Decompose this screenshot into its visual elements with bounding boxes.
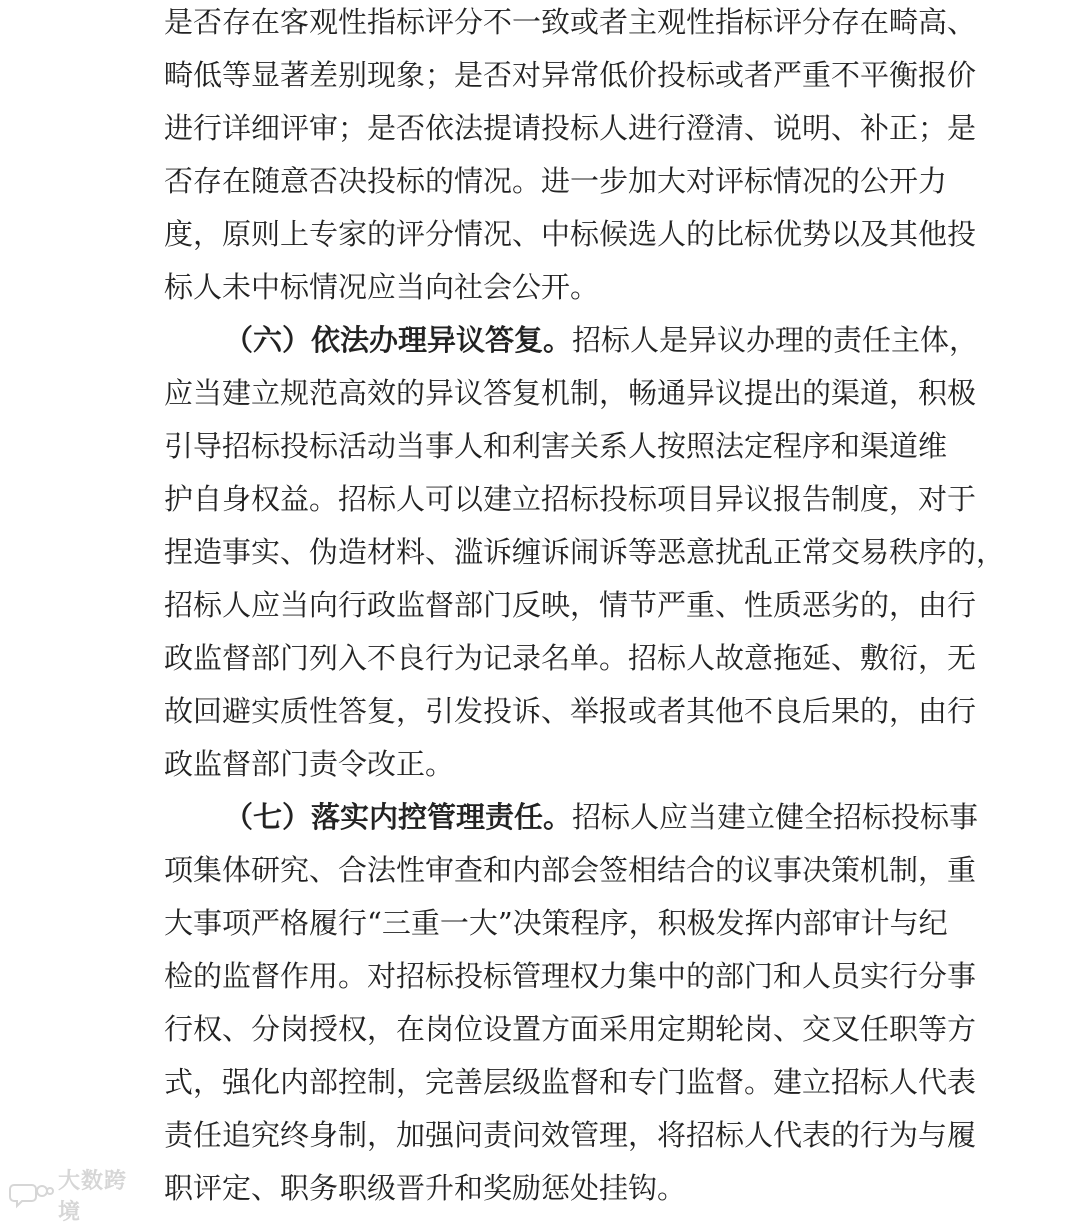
text-line: 式，强化内部控制，完善层级监督和专门监督。建立招标人代表 (164, 1065, 977, 1099)
section-7-first-line-text: 招标人应当建立健全招标投标事 (572, 800, 979, 834)
text-line: 应当建立规范高效的异议答复机制，畅通异议提出的渠道，积极 (164, 376, 977, 410)
text-line: 捏造事实、伪造材料、滥诉缠诉闹诉等恶意扰乱正常交易秩序的， (164, 535, 1006, 569)
watermark-text: 大数跨境 (58, 1169, 128, 1225)
section-7-heading: （七）落实内控管理责任。 (224, 800, 573, 834)
text-line: 行权、分岗授权，在岗位设置方面采用定期轮岗、交叉任职等方 (164, 1012, 977, 1046)
text-line: 是否存在客观性指标评分不一致或者主观性指标评分存在畸高、 (164, 5, 977, 39)
text-line: 检的监督作用。对招标投标管理权力集中的部门和人员实行分事 (164, 959, 977, 993)
text-line: 畸低等显著差别现象；是否对异常低价投标或者严重不平衡报价 (164, 58, 977, 92)
section-7-first-line (224, 797, 979, 837)
document-page (164, 0, 1006, 1218)
watermark (10, 1169, 145, 1225)
text-line: 职评定、职务职级晋升和奖励惩处挂钩。 (164, 1171, 687, 1205)
text-line: 大事项严格履行“三重一大”决策程序，积极发挥内部审计与纪 (164, 906, 948, 940)
text-line: 故回避实质性答复，引发投诉、举报或者其他不良后果的，由行 (164, 694, 977, 728)
text-line: 引导招标投标活动当事人和利害关系人按照法定程序和渠道维 (164, 429, 948, 463)
text-line: 进行详细评审；是否依法提请投标人进行澄清、说明、补正；是 (164, 111, 977, 145)
text-line: 政监督部门责令改正。 (164, 747, 455, 781)
text-line: 政监督部门列入不良行为记录名单。招标人故意拖延、敷衍，无 (164, 641, 977, 675)
chat-bubble-logo-icon (10, 1181, 54, 1209)
section-6-heading: （六）依法办理异议答复。 (224, 323, 573, 357)
section-6-first-line-text: 招标人是异议办理的责任主体， (572, 323, 979, 357)
text-line: 护自身权益。招标人可以建立招标投标项目异议报告制度，对于 (164, 482, 977, 516)
text-line: 招标人应当向行政监督部门反映，情节严重、性质恶劣的，由行 (164, 588, 977, 622)
text-line: 标人未中标情况应当向社会公开。 (164, 270, 600, 304)
text-line: 责任追究终身制，加强问责问效管理，将招标人代表的行为与履 (164, 1118, 977, 1152)
section-6-first-line (224, 320, 979, 360)
text-line: 度，原则上专家的评分情况、中标候选人的比标优势以及其他投 (164, 217, 977, 251)
text-line: 项集体研究、合法性审查和内部会签相结合的议事决策机制，重 (164, 853, 977, 887)
text-line: 否存在随意否决投标的情况。进一步加大对评标情况的公开力 (164, 164, 948, 198)
